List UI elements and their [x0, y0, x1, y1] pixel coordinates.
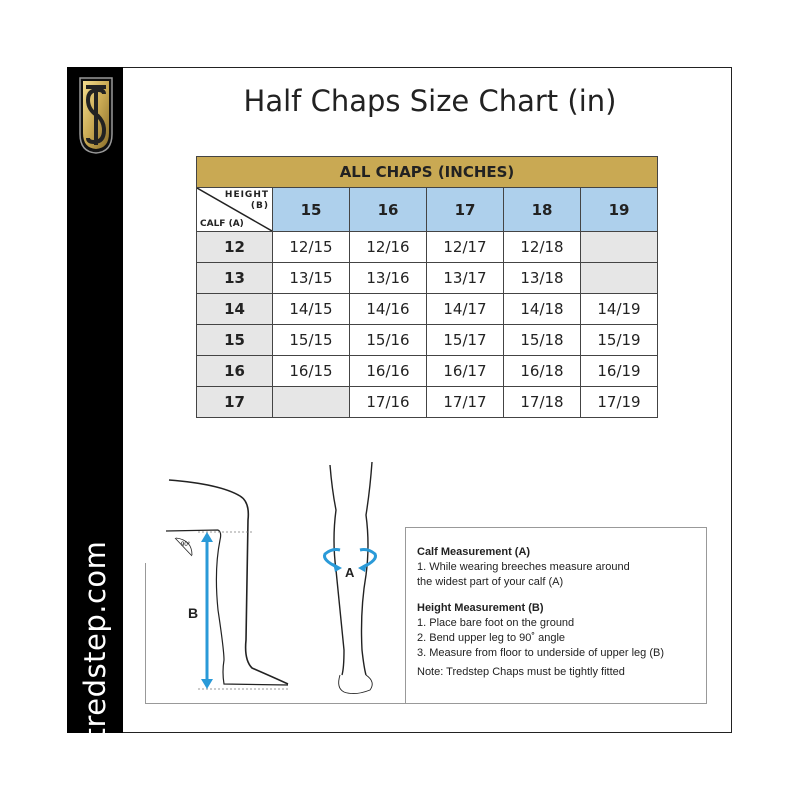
height-arrow-icon	[201, 532, 213, 689]
size-cell: 14/18	[504, 294, 581, 325]
height-step: 1. Place bare foot on the ground	[417, 617, 575, 629]
size-cell: 15/19	[581, 325, 658, 356]
calf-row-header: 16	[197, 356, 273, 387]
fit-note: Note: Tredstep Chaps must be tightly fitted	[417, 666, 625, 678]
size-cell: 13/15	[273, 263, 350, 294]
page-title: Half Chaps Size Chart (in)	[243, 84, 617, 118]
size-cell: 17/19	[581, 387, 658, 418]
height-header: 19	[581, 188, 658, 232]
calf-row-header: 13	[197, 263, 273, 294]
size-cell: 16/17	[427, 356, 504, 387]
calf-label: CALF (A)	[200, 219, 244, 229]
table-row	[197, 294, 658, 325]
size-cell: 15/16	[350, 325, 427, 356]
calf-row-header: 14	[197, 294, 273, 325]
website-label: tredstep.com	[78, 540, 112, 740]
height-header: 15	[273, 188, 350, 232]
size-cell: 16/15	[273, 356, 350, 387]
empty-cell	[273, 387, 350, 418]
height-heading: Height Measurement (B)	[417, 602, 544, 614]
table-row	[197, 263, 658, 294]
table-row	[197, 325, 658, 356]
calf-row-header: 15	[197, 325, 273, 356]
size-cell: 13/18	[504, 263, 581, 294]
calf-heading: Calf Measurement (A)	[417, 546, 531, 558]
size-cell: 17/16	[350, 387, 427, 418]
corner-header-cell	[197, 188, 273, 232]
table-row	[197, 356, 658, 387]
calf-row-header: 17	[197, 387, 273, 418]
height-step: 3. Measure from floor to underside of upper leg (B)	[417, 647, 665, 659]
size-cell: 14/17	[427, 294, 504, 325]
size-cell: 12/15	[273, 232, 350, 263]
ts-monogram-shield-icon	[78, 76, 114, 154]
size-cell: 12/18	[504, 232, 581, 263]
table-row	[197, 232, 658, 263]
svg-text:90°: 90°	[181, 542, 191, 548]
angle-90-icon	[175, 538, 192, 556]
size-cell: 17/18	[504, 387, 581, 418]
size-cell: 17/17	[427, 387, 504, 418]
size-cell: 13/16	[350, 263, 427, 294]
height-header: 18	[504, 188, 581, 232]
size-cell: 16/19	[581, 356, 658, 387]
calf-row-header: 12	[197, 232, 273, 263]
size-cell: 14/16	[350, 294, 427, 325]
empty-cell	[581, 263, 658, 294]
size-cell: 16/18	[504, 356, 581, 387]
calf-step: the widest part of your calf (A)	[417, 576, 564, 588]
size-cell: 14/19	[581, 294, 658, 325]
table-row	[197, 387, 658, 418]
calf-step: 1. While wearing breeches measure around	[417, 561, 630, 573]
height-sub-label: (B)	[250, 201, 269, 211]
instructions	[417, 545, 664, 680]
label-a: A	[345, 565, 355, 580]
height-header: 17	[427, 188, 504, 232]
table-caption: ALL CHAPS (INCHES)	[197, 157, 658, 188]
size-cell: 15/18	[504, 325, 581, 356]
leg-measurement-diagram	[140, 460, 400, 710]
size-cell: 15/17	[427, 325, 504, 356]
height-step: 2. Bend upper leg to 90˚ angle	[417, 632, 566, 644]
label-b: B	[188, 605, 199, 621]
size-chart-table	[196, 156, 658, 418]
height-label: HEIGHT	[224, 190, 269, 200]
size-cell: 12/16	[350, 232, 427, 263]
height-header: 16	[350, 188, 427, 232]
size-cell: 12/17	[427, 232, 504, 263]
size-cell: 16/16	[350, 356, 427, 387]
empty-cell	[581, 232, 658, 263]
side-leg-illustration	[166, 480, 288, 685]
size-cell: 14/15	[273, 294, 350, 325]
size-cell: 13/17	[427, 263, 504, 294]
size-cell: 15/15	[273, 325, 350, 356]
